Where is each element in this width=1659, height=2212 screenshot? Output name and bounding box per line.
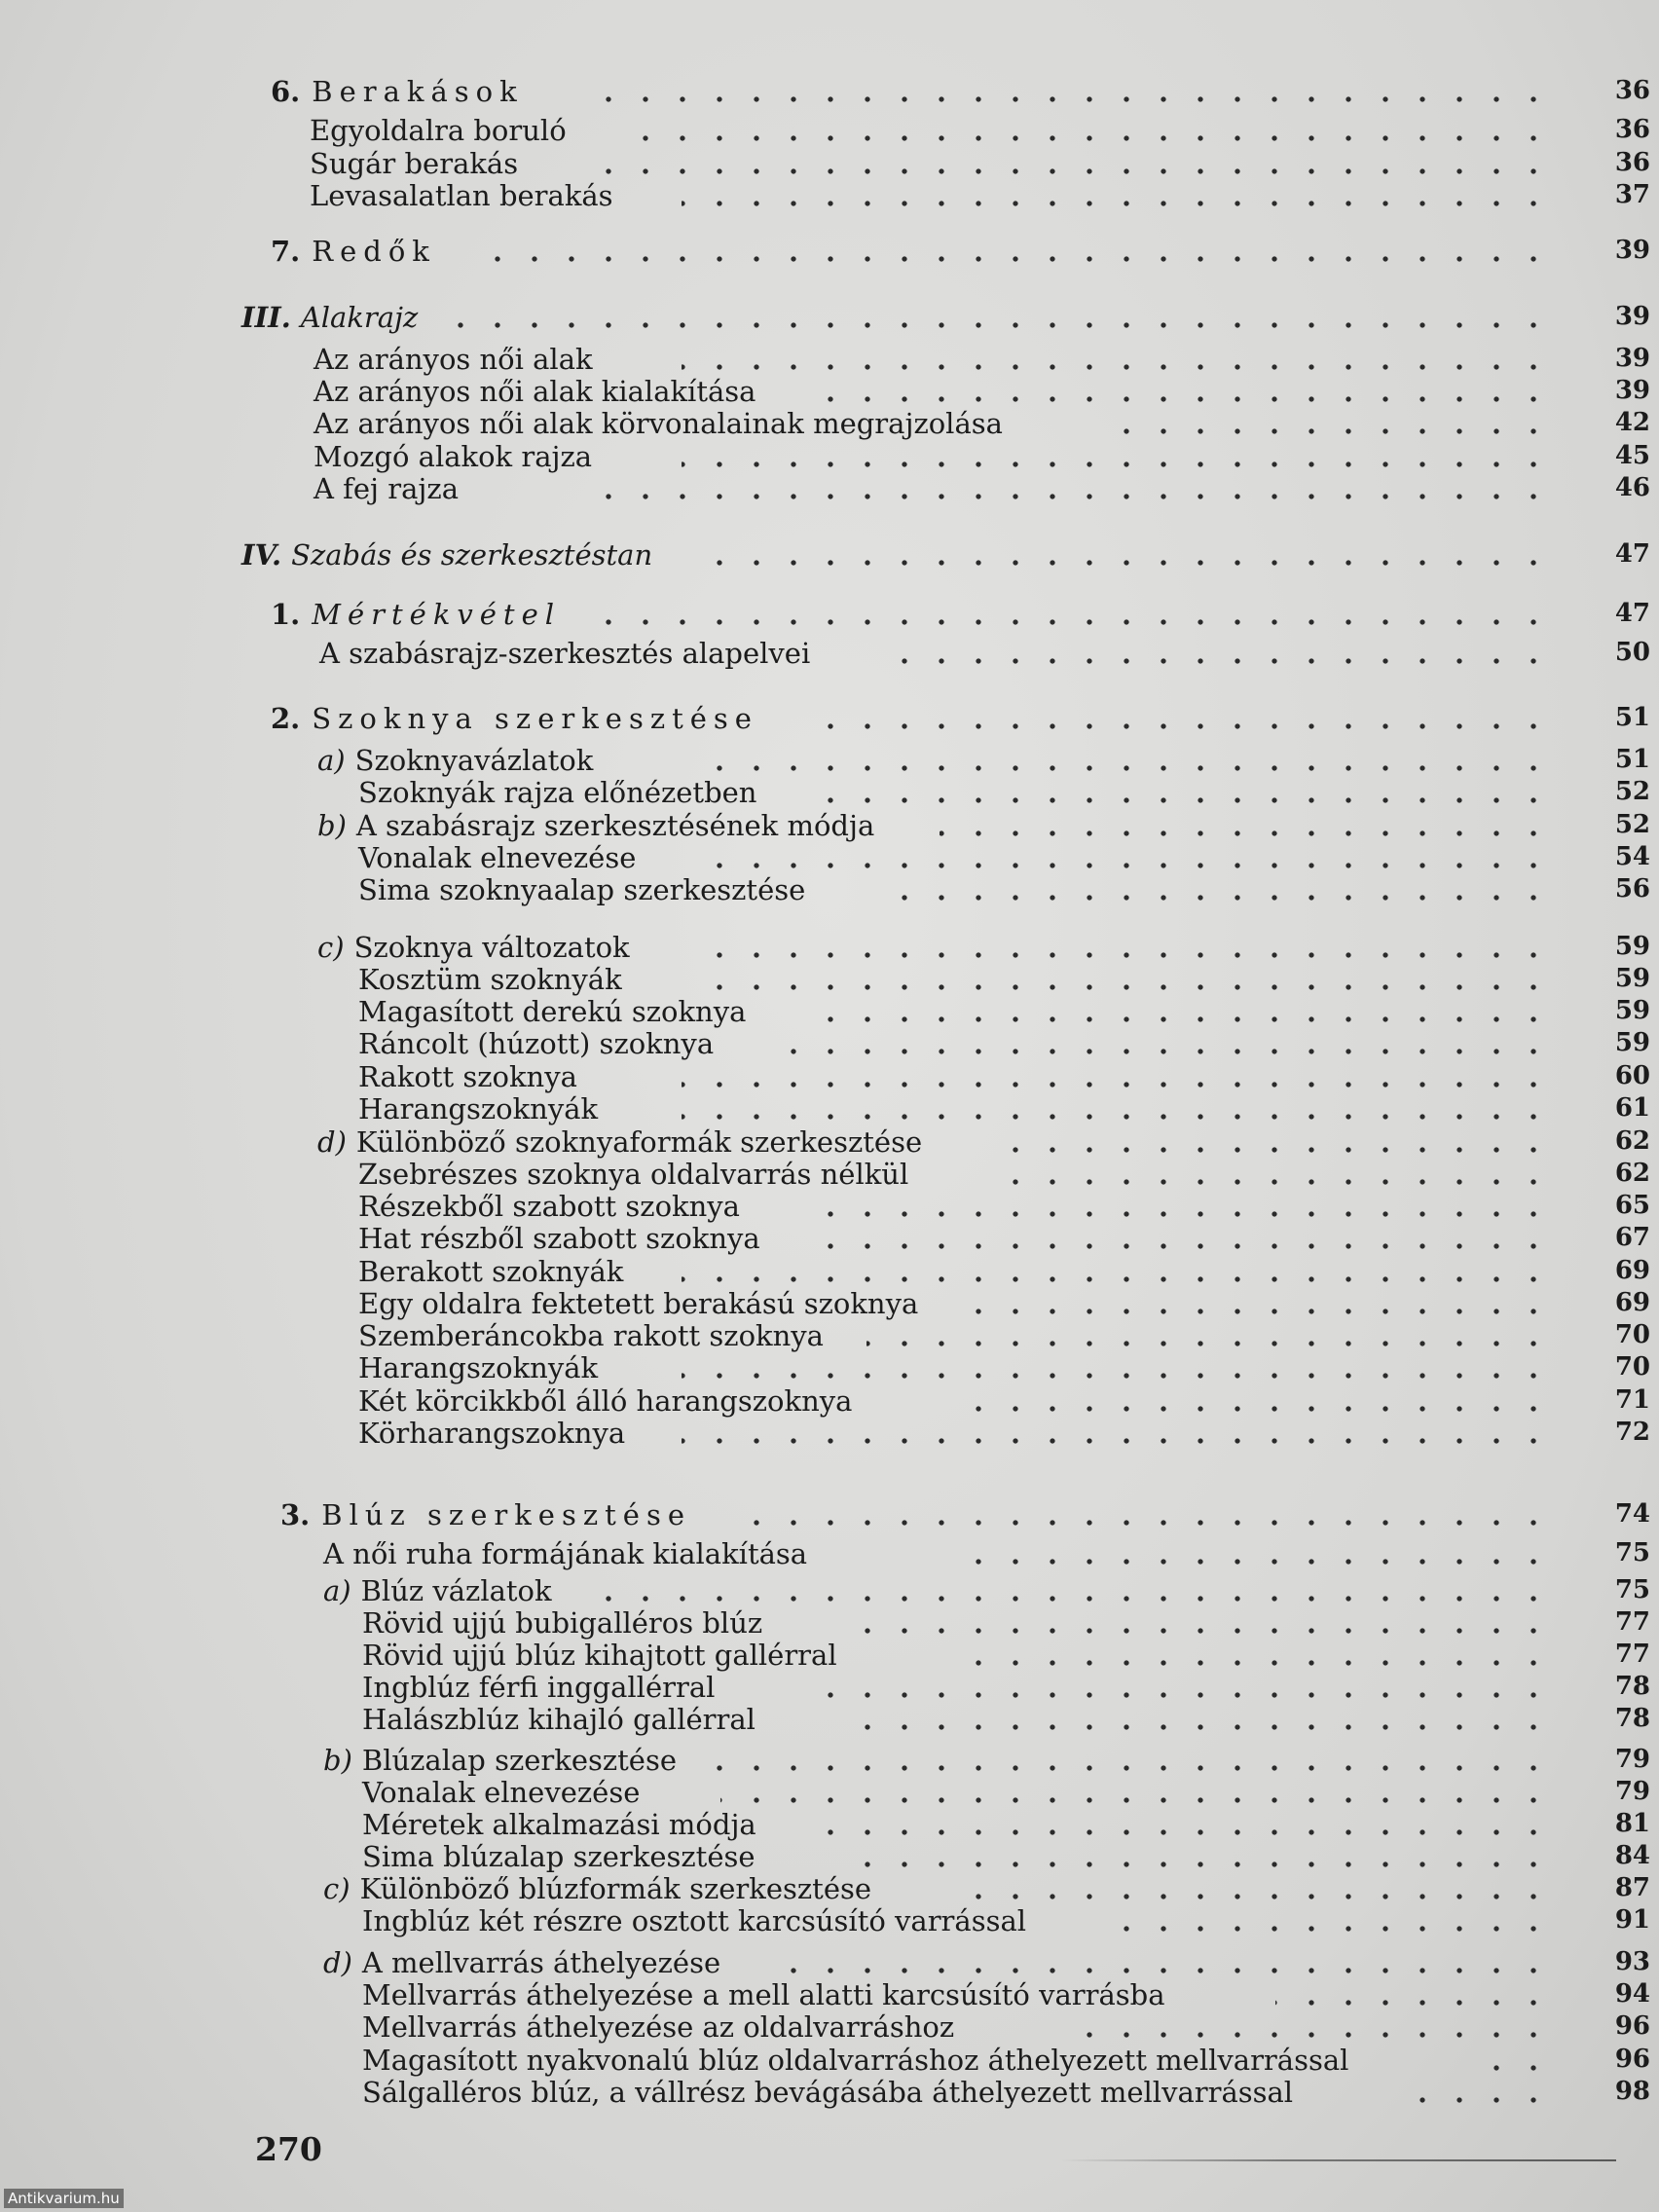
toc-entry-number: d) bbox=[323, 1946, 352, 1979]
toc-entry-title: Kosztüm szoknyák bbox=[358, 963, 622, 996]
toc-entry-title: Rövid ujjú blúz kihajtott gallérral bbox=[362, 1639, 837, 1672]
toc-entry-page: 77 bbox=[1614, 1640, 1650, 1669]
toc-entry-page: 93 bbox=[1614, 1947, 1650, 1976]
toc-entry-title: Blúz vázlatok bbox=[360, 1574, 552, 1607]
toc-entry-number: a) bbox=[317, 744, 346, 777]
toc-entry-title: Szabás és szerkesztéstan bbox=[291, 538, 653, 571]
toc-entry-title: Szemberáncokba rakott szoknya bbox=[358, 1319, 824, 1352]
toc-entry-page: 91 bbox=[1614, 1905, 1650, 1935]
toc-entry-page: 94 bbox=[1614, 1979, 1650, 2009]
leader-dots bbox=[711, 559, 1552, 567]
toc-entry-title: Mellvarrás áthelyezése az oldalvarráshoz bbox=[362, 2010, 955, 2044]
toc-entry-title: Szoknya változatok bbox=[353, 931, 630, 964]
toc-entry-title: Szoknyák rajza előnézetben bbox=[358, 776, 757, 809]
toc-entry-title: Alakrajz bbox=[300, 301, 419, 334]
leader-dots bbox=[828, 1242, 1552, 1250]
toc-entry bbox=[0, 534, 1659, 572]
toc-entry bbox=[0, 1899, 1659, 1938]
leader-dots bbox=[1071, 2031, 1552, 2039]
toc-entry-title: Körharangszoknya bbox=[358, 1417, 626, 1450]
toc-entry-page: 36 bbox=[1614, 148, 1650, 177]
toc-entry-title: Sugár berakás bbox=[310, 147, 519, 180]
footer-rule bbox=[1061, 2159, 1616, 2161]
toc-entry-title: A szabásrajz szerkesztésének módja bbox=[355, 809, 875, 842]
toc-entry-page: 69 bbox=[1614, 1288, 1650, 1317]
toc-entry-page: 62 bbox=[1614, 1126, 1650, 1156]
toc-entry-label bbox=[323, 1536, 807, 1571]
toc-entry-title: Ingblúz két részre osztott karcsúsító varrással bbox=[362, 1904, 1027, 1937]
watermark: Antikvarium.hu bbox=[4, 2189, 124, 2208]
toc-entry-label bbox=[271, 701, 758, 736]
leader-dots bbox=[857, 1723, 1552, 1731]
toc-entry-title: Halászblúz kihajló gallérral bbox=[362, 1703, 756, 1736]
toc-entry-title: Hat részből szabott szoknya bbox=[358, 1222, 760, 1255]
toc-entry-title: Rövid ujjú bubigalléros blúz bbox=[362, 1606, 763, 1640]
toc-entry-label bbox=[313, 471, 459, 506]
toc-entry-title: Zsebrészes szoknya oldalvarrás nélkül bbox=[358, 1158, 909, 1191]
toc-entry-page: 59 bbox=[1614, 964, 1650, 993]
leader-dots bbox=[643, 134, 1552, 142]
toc-entry-page: 61 bbox=[1614, 1093, 1650, 1123]
leader-dots bbox=[458, 321, 1552, 329]
toc-entry-page: 39 bbox=[1614, 376, 1650, 405]
toc-entry-page: 39 bbox=[1614, 344, 1650, 373]
toc-entry-label bbox=[310, 178, 613, 213]
toc-entry-label bbox=[280, 1497, 691, 1532]
toc-entry-page: 60 bbox=[1614, 1061, 1650, 1090]
toc-entry-title: Szoknya szerkesztése bbox=[312, 702, 758, 735]
toc-entry-page: 74 bbox=[1614, 1499, 1650, 1529]
toc-entry-number: III. bbox=[241, 301, 291, 334]
toc-entry-title: Különböző blúzformák szerkesztése bbox=[359, 1872, 872, 1905]
toc-entry-page: 69 bbox=[1614, 1256, 1650, 1285]
toc-entry-title: Harangszoknyák bbox=[358, 1351, 599, 1384]
toc-entry-label bbox=[362, 1702, 756, 1737]
toc-entry-page: 51 bbox=[1614, 703, 1650, 732]
leader-dots bbox=[682, 200, 1552, 207]
toc-entry-title: Magasított nyakvonalú blúz oldalvarráshoz áthelyezett mellvarrással bbox=[362, 2044, 1349, 2077]
toc-entry-title: Sima blúzalap szerkesztése bbox=[362, 1840, 756, 1873]
toc-entry-page: 65 bbox=[1614, 1191, 1650, 1220]
toc-entry-page: 59 bbox=[1614, 932, 1650, 961]
toc-entry-title: Különböző szoknyaformák szerkesztése bbox=[355, 1125, 923, 1159]
toc-entry-page: 67 bbox=[1614, 1223, 1650, 1252]
toc-entry-label bbox=[358, 1416, 625, 1451]
toc-entry-title: Magasított derekú szoknya bbox=[358, 995, 747, 1028]
leader-dots bbox=[1110, 1925, 1552, 1933]
toc-entry-page: 79 bbox=[1614, 1745, 1650, 1774]
toc-entry-page: 36 bbox=[1614, 115, 1650, 144]
leader-dots bbox=[730, 1519, 1552, 1527]
toc-entry-title: Az arányos női alak kialakítása bbox=[313, 375, 756, 408]
toc-entry-title: Részekből szabott szoknya bbox=[358, 1190, 740, 1223]
toc-entry-title: Mértékvétel bbox=[312, 598, 562, 631]
toc-entry-title: Egy oldalra fektetett berakású szoknya bbox=[358, 1287, 919, 1320]
toc-entry-page: 52 bbox=[1614, 777, 1650, 806]
toc-entry-title: Az arányos női alak bbox=[313, 343, 593, 376]
toc-entry bbox=[0, 70, 1659, 109]
toc-entry bbox=[0, 1532, 1659, 1571]
leader-dots bbox=[584, 493, 1552, 500]
toc-entry-number: d) bbox=[317, 1125, 347, 1159]
toc-entry-title: A fej rajza bbox=[313, 472, 459, 505]
toc-entry-number: b) bbox=[317, 809, 347, 842]
toc-entry-page: 54 bbox=[1614, 842, 1650, 871]
toc-entry-page: 45 bbox=[1614, 441, 1650, 470]
toc-entry-page: 42 bbox=[1614, 408, 1650, 437]
toc-entry-page: 98 bbox=[1614, 2077, 1650, 2106]
toc-entry-title: Sima szoknyaalap szerkesztése bbox=[358, 873, 806, 906]
toc-entry-page: 96 bbox=[1614, 2045, 1650, 2074]
toc-entry-title: Harangszoknyák bbox=[358, 1092, 599, 1125]
toc-entry-title: Blúzalap szerkesztése bbox=[361, 1744, 678, 1777]
toc-entry bbox=[0, 2071, 1659, 2110]
toc-entry-title: Ingblúz férfi inggallérral bbox=[362, 1671, 716, 1704]
toc-entry-page: 96 bbox=[1614, 2011, 1650, 2041]
toc-entry-label bbox=[241, 300, 418, 335]
toc-entry-title: Az arányos női alak körvonalainak megrajzolása bbox=[313, 407, 1003, 440]
toc-entry-title: Sálgalléros blúz, a vállrész bevágásába áthelyezett mellvarrással bbox=[362, 2076, 1294, 2109]
toc-entry bbox=[0, 697, 1659, 736]
toc-entry-page: 70 bbox=[1614, 1320, 1650, 1349]
toc-entry-number: 6. bbox=[271, 75, 301, 108]
toc-entry-page: 71 bbox=[1614, 1385, 1650, 1415]
toc-entry-number: b) bbox=[323, 1744, 352, 1777]
toc-entry bbox=[0, 593, 1659, 632]
toc-entry-page: 62 bbox=[1614, 1159, 1650, 1188]
toc-entry-title: Blúz szerkesztése bbox=[321, 1498, 691, 1531]
toc-entry-page: 84 bbox=[1614, 1841, 1650, 1870]
toc-entry-label bbox=[362, 2075, 1293, 2110]
toc-entry-page: 36 bbox=[1614, 76, 1650, 105]
toc-entry-title: Ráncolt (húzott) szoknya bbox=[358, 1027, 715, 1060]
toc-entry bbox=[0, 632, 1659, 671]
toc-entry-title: A szabásrajz-szerkesztés alapelvei bbox=[319, 637, 811, 670]
leader-dots bbox=[828, 796, 1552, 804]
toc-entry-title: Szoknyavázlatok bbox=[354, 744, 594, 777]
toc-entry-page: 52 bbox=[1614, 810, 1650, 839]
toc-entry-number: IV. bbox=[241, 538, 282, 571]
toc-entry-title: Vonalak elnevezése bbox=[358, 841, 637, 874]
toc-entry-label bbox=[241, 537, 652, 572]
toc-entry-title: Berakott szoknyák bbox=[358, 1255, 624, 1288]
leader-dots bbox=[594, 618, 1552, 626]
toc-entry-page: 47 bbox=[1614, 599, 1650, 628]
toc-entry bbox=[0, 868, 1659, 907]
leader-dots bbox=[1392, 2096, 1552, 2104]
leader-dots bbox=[1110, 427, 1552, 435]
toc-entry-page: 79 bbox=[1614, 1777, 1650, 1806]
toc-entry-title: A női ruha formájának kialakítása bbox=[323, 1537, 808, 1570]
toc-entry-page: 39 bbox=[1614, 302, 1650, 331]
toc-entry-page: 59 bbox=[1614, 996, 1650, 1025]
toc-entry bbox=[0, 1412, 1659, 1451]
toc-entry bbox=[0, 174, 1659, 213]
leader-dots bbox=[477, 255, 1552, 263]
leader-dots bbox=[944, 1558, 1552, 1566]
toc-entry-title: Levasalatlan berakás bbox=[310, 179, 613, 212]
toc-entry-title: Mellvarrás áthelyezése a mell alatti karcsúsító varrásba bbox=[362, 1978, 1165, 2011]
toc-entry-page: 70 bbox=[1614, 1352, 1650, 1382]
toc-entry-label bbox=[358, 872, 805, 907]
toc-entry-title: Redők bbox=[312, 235, 436, 268]
toc-entry-label bbox=[362, 1903, 1026, 1938]
leader-dots bbox=[682, 1113, 1552, 1121]
toc-entry-number: 2. bbox=[271, 702, 301, 735]
toc-entry-title: Egyoldalra boruló bbox=[310, 114, 567, 147]
leader-dots bbox=[594, 95, 1552, 103]
toc-entry-page: 78 bbox=[1614, 1672, 1650, 1701]
leader-dots bbox=[876, 894, 1552, 902]
toc-entry-label bbox=[271, 234, 436, 269]
page-number: 270 bbox=[255, 2130, 322, 2168]
toc-entry-page: 46 bbox=[1614, 473, 1650, 502]
toc-entry-page: 39 bbox=[1614, 236, 1650, 265]
toc-entry-page: 47 bbox=[1614, 539, 1650, 569]
toc-entry-page: 59 bbox=[1614, 1028, 1650, 1057]
toc-entry-label bbox=[271, 74, 524, 109]
toc-entry-number: 3. bbox=[280, 1498, 311, 1531]
leader-dots bbox=[828, 722, 1552, 730]
toc-entry bbox=[0, 230, 1659, 269]
toc-entry-label bbox=[271, 597, 561, 632]
toc-entry bbox=[0, 1493, 1659, 1532]
toc-entry-page: 81 bbox=[1614, 1809, 1650, 1838]
toc-entry bbox=[0, 467, 1659, 506]
toc-entry-page: 37 bbox=[1614, 180, 1650, 209]
leader-dots bbox=[789, 1048, 1552, 1055]
toc-entry-title: Mozgó alakok rajza bbox=[313, 440, 593, 473]
toc-entry-page: 56 bbox=[1614, 874, 1650, 903]
toc-entry-page: 50 bbox=[1614, 638, 1650, 667]
toc-entry-title: Berakások bbox=[312, 75, 524, 108]
toc-entry-title: Vonalak elnevezése bbox=[362, 1776, 641, 1809]
toc-entry-title: Méretek alkalmazási módja bbox=[362, 1808, 756, 1841]
toc-entry bbox=[0, 1698, 1659, 1737]
leader-dots bbox=[682, 1437, 1552, 1445]
toc-entry-page: 77 bbox=[1614, 1607, 1650, 1637]
toc-entry-page: 75 bbox=[1614, 1538, 1650, 1567]
toc-entry-number: c) bbox=[323, 1872, 350, 1905]
toc-entry-title: A mellvarrás áthelyezése bbox=[361, 1946, 721, 1979]
toc-entry-title: Rakott szoknya bbox=[358, 1060, 577, 1093]
toc-entry-page: 87 bbox=[1614, 1873, 1650, 1902]
toc-entry-page: 75 bbox=[1614, 1575, 1650, 1604]
toc-entry-number: 1. bbox=[271, 598, 301, 631]
leader-dots bbox=[876, 657, 1552, 665]
toc-entry bbox=[0, 296, 1659, 335]
toc-entry-label bbox=[319, 636, 810, 671]
toc-entry-number: 7. bbox=[271, 235, 301, 268]
toc-entry-number: c) bbox=[317, 931, 345, 964]
toc-entry-page: 51 bbox=[1614, 745, 1650, 774]
toc-entry-title: Két körcikkből álló harangszoknya bbox=[358, 1384, 853, 1418]
toc-entry-page: 72 bbox=[1614, 1418, 1650, 1447]
toc-entry-number: a) bbox=[323, 1574, 351, 1607]
leader-dots bbox=[682, 1372, 1552, 1380]
toc-entry-page: 78 bbox=[1614, 1704, 1650, 1733]
